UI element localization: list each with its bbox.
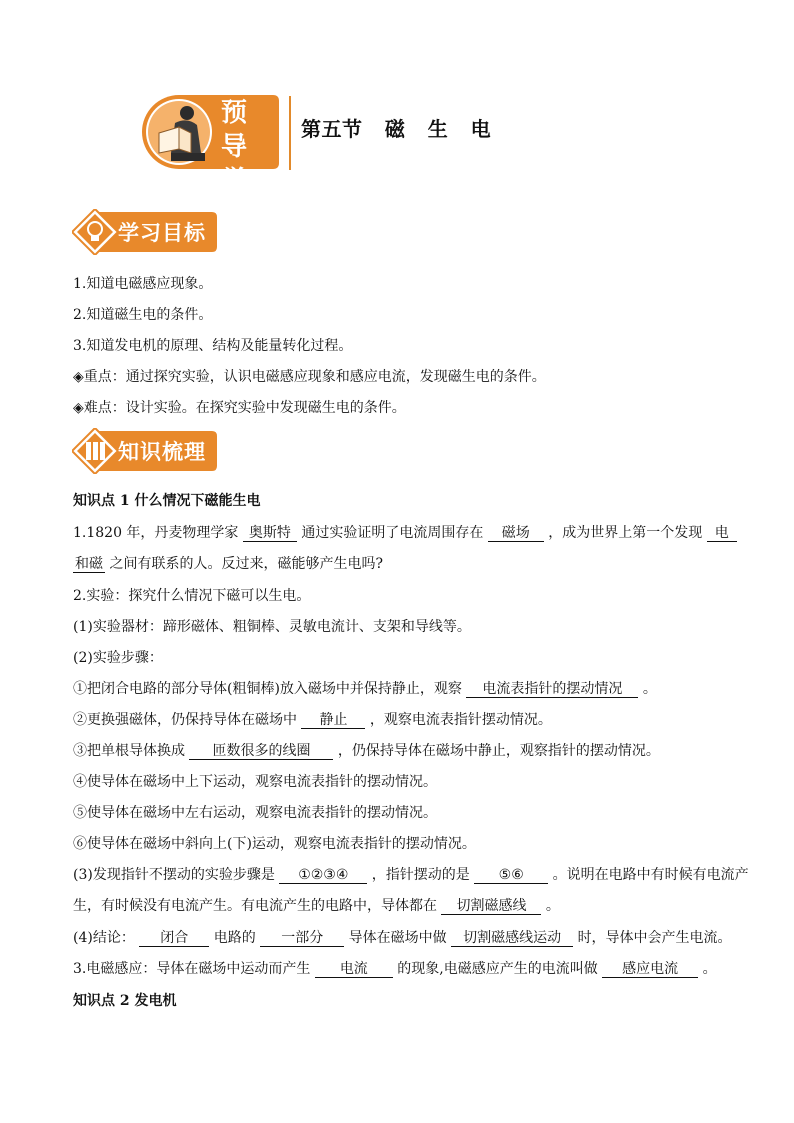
answer-blank: ⑤⑥ xyxy=(474,867,548,884)
answer-blank: 切割磁感线 xyxy=(441,898,541,915)
answer-blank: ①②③④ xyxy=(279,867,367,884)
answer-blank: 切割磁感线运动 xyxy=(451,930,573,947)
point1-title: 知识点 1 什么情况下磁能生电 xyxy=(73,493,261,509)
text: ①把闭合电路的部分导体(粗铜棒)放入磁场中并保持静止，观察 xyxy=(73,681,462,697)
text: ，观察电流表指针摆动情况。 xyxy=(369,712,552,728)
goal-item: 1.知道电磁感应现象。 xyxy=(73,276,213,292)
text: 。 xyxy=(702,961,717,977)
text: 1.1820 年，丹麦物理学家 xyxy=(73,525,239,541)
answer-blank: 电 xyxy=(707,525,737,542)
knowledge-banner xyxy=(72,428,218,474)
text: 电路的 xyxy=(213,930,256,946)
text: 之间有联系的人。反过来，磁能够产生电吗? xyxy=(109,556,383,572)
text: 的现象,电磁感应产生的电流叫做 xyxy=(397,961,598,977)
header-divider xyxy=(289,96,291,170)
knowledge-title: 知识梳理 xyxy=(118,440,206,464)
text: ②更换强磁体，仍保持导体在磁场中 xyxy=(73,712,297,728)
induction-definition xyxy=(73,958,717,978)
text: 3.电磁感应：导体在磁场中运动而产生 xyxy=(73,961,311,977)
text: 生，有时候没有电流产生。有电流产生的电路中，导体都在 xyxy=(73,898,437,914)
step-4: ④使导体在磁场中上下运动，观察电流表指针的摆动情况。 xyxy=(73,774,437,790)
paragraph-3: (1)实验器材：蹄形磁体、粗铜棒、灵敏电流计、支架和导线等。 xyxy=(73,619,471,635)
text: ③把单根导体换成 xyxy=(73,743,185,759)
text: ，成为世界上第一个发现 xyxy=(548,525,703,541)
text: 导体在磁场中做 xyxy=(348,930,447,946)
answer-blank: 和磁 xyxy=(75,556,103,572)
goal-item: 2.知道磁生电的条件。 xyxy=(73,307,213,323)
text: ，仍保持导体在磁场中静止，观察指针的摆动情况。 xyxy=(337,743,660,759)
step-5: ⑤使导体在磁场中左右运动，观察电流表指针的摆动情况。 xyxy=(73,805,437,821)
step-1 xyxy=(73,678,657,698)
paragraph-1 xyxy=(73,522,737,542)
text: 通过实验证明了电流周围存在 xyxy=(301,525,484,541)
answer-blank: 一部分 xyxy=(260,930,344,947)
lesson-title: 第五节 磁 生 电 xyxy=(301,117,492,141)
text: 时，导体中会产生电流。 xyxy=(577,930,732,946)
text: ，指针摆动的是 xyxy=(371,867,470,883)
conclusion xyxy=(73,927,732,947)
answer-blank: 感应电流 xyxy=(602,961,698,978)
goals-title: 学习目标 xyxy=(118,221,206,245)
badge-text xyxy=(221,96,271,232)
badge-line-1: 预导 xyxy=(221,98,249,162)
step-3 xyxy=(73,740,660,760)
finding-line-2 xyxy=(73,895,560,915)
difficult-point: ◈难点：设计实验。在探究实验中发现磁生电的条件。 xyxy=(73,400,406,416)
key-point: ◈重点：通过探究实验，认识电磁感应现象和感应电流，发现磁生电的条件。 xyxy=(73,369,546,385)
answer-blank: 奥斯特 xyxy=(243,525,297,542)
finding-line-1 xyxy=(73,864,749,884)
answer-blank: 闭合 xyxy=(139,930,209,947)
goal-item: 3.知道发电机的原理、结构及能量转化过程。 xyxy=(73,338,353,354)
answer-blank: 电流 xyxy=(315,961,393,978)
badge-line-2: 学航 xyxy=(221,166,249,230)
text: (4)结论： xyxy=(73,930,135,946)
text: 。说明在电路中有时候有电流产 xyxy=(552,867,749,883)
answer-blank: 匝数很多的线圈 xyxy=(189,743,333,760)
step-2 xyxy=(73,709,552,729)
text: 。 xyxy=(642,681,657,697)
answer-blank: 电流表指针的摆动情况 xyxy=(466,681,638,698)
answer-blank: 磁场 xyxy=(488,525,544,542)
point2-title: 知识点 2 发电机 xyxy=(73,993,177,1009)
goals-banner xyxy=(72,209,218,255)
answer-blank: 静止 xyxy=(301,712,365,729)
text: (3)发现指针不摆动的实验步骤是 xyxy=(73,867,275,883)
step-6: ⑥使导体在磁场中斜向上(下)运动，观察电流表指针的摆动情况。 xyxy=(73,836,476,852)
paragraph-4: (2)实验步骤： xyxy=(73,650,163,666)
paragraph-2: 2.实验：探究什么情况下磁可以生电。 xyxy=(73,588,311,604)
preview-guide-badge xyxy=(141,93,279,230)
paragraph-1-cont xyxy=(73,553,383,573)
text: 。 xyxy=(545,898,560,914)
